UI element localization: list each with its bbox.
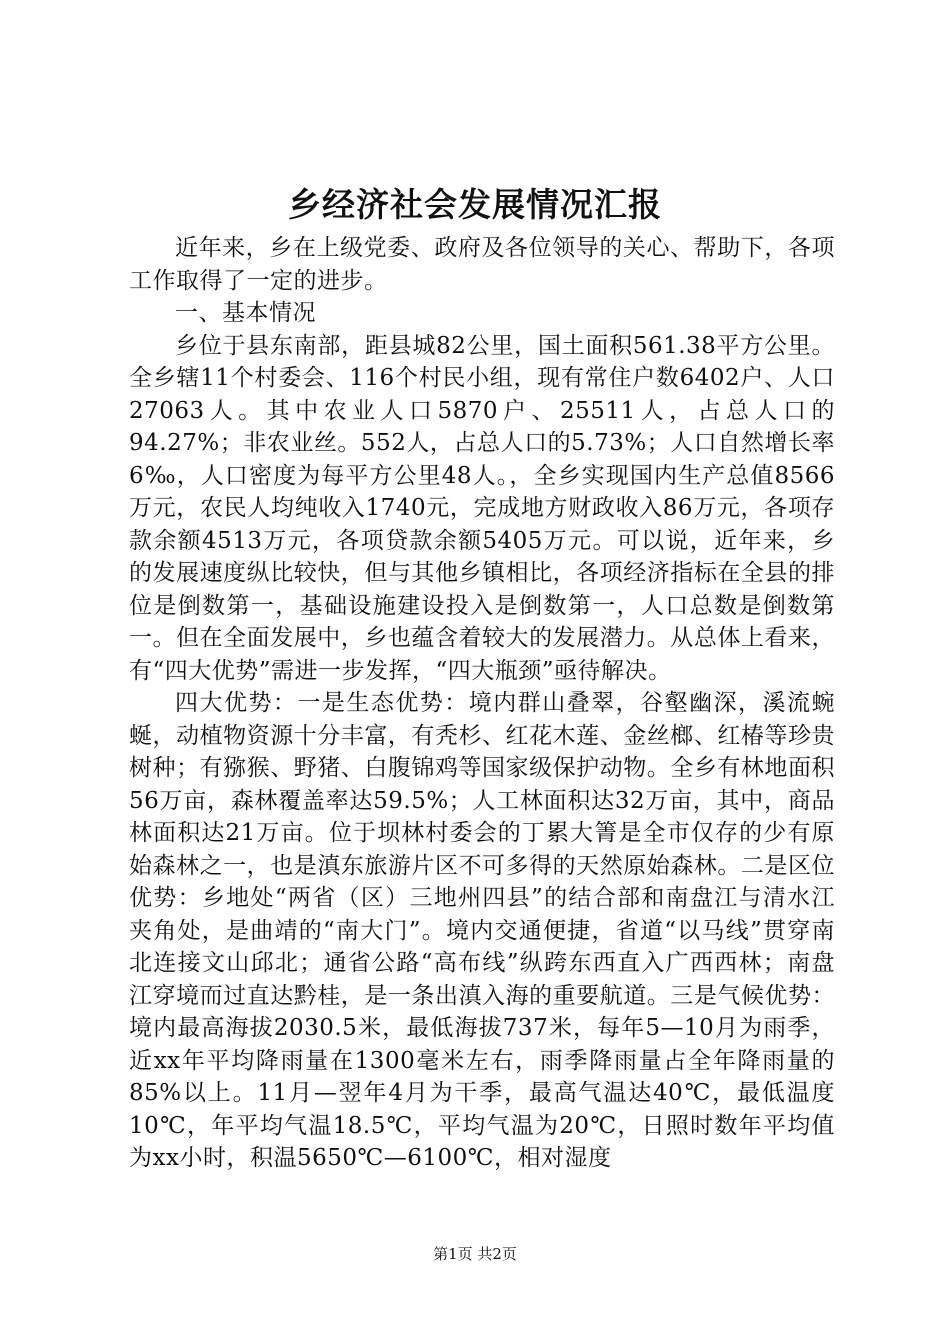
- paragraph-intro: 近年来，乡在上级党委、政府及各位领导的关心、帮助下，各项工作取得了一定的进步。: [129, 235, 835, 294]
- page-footer: 第1页 共2页: [433, 1245, 517, 1263]
- section-heading: 一、基本情况: [175, 300, 316, 326]
- document-body: [129, 232, 835, 1175]
- document-title: 乡经济社会发展情况汇报: [288, 185, 662, 224]
- paragraph-four-advantages: 四大优势：一是生态优势：境内群山叠翠，谷壑幽深，溪流蜿蜒，动植物资源十分丰富，有秃杉、红花木莲、金丝榔、红椿等珍贵树种；有猕猴、野猪、白腹锦鸡等国家级保护动物。全乡有林地面积56万亩，森林覆盖率达59.5%；人工林面积达32万亩，其中，商品林面积达21万亩。位于坝林村委会的丁累大箐是全市仅存的少有原始森林之一，也是滇东旅游片区不可多得的天然原始森林。二是区位优势：乡地处“两省（区）三地州四县”的结合部和南盘江与清水江夹角处，是曲靖的“南大门”。境内交通便捷，省道“以马线”贯穿南北连接文山邱北；通省公路“高布线”纵跨东西直入广西西林；南盘江穿境而过直达黔桂，是一条出滇入海的重要航道。三是气候优势：境内最高海拔2030.5米，最低海拔737米，每年5—10月为雨季，近xx年平均降雨量在1300毫米左右，雨季降雨量占全年降雨量的85%以上。11月—翌年4月为干季，最高气温达40℃，最低温度10℃，年平均气温18.5℃，平均气温为20℃，日照时数年平均值为xx小时，积温5650℃—6100℃，相对湿度: [129, 690, 835, 1171]
- paragraph-basic-info: 乡位于县东南部，距县城82公里，国土面积561.38平方公里。全乡辖11个村委会、116个村民小组，现有常住户数6402户、人口27063人。其中农业人口5870户、25511人，占总人口的94.27%；非农业丝。552人，占总人口的5.73%；人口自然增长率6‰，人口密度为每平方公里48人。，全乡实现国内生产总值8566万元，农民人均纯收入1740元，完成地方财政收入86万元，各项存款余额4513万元，各项贷款余额5405万元。可以说，近年来，乡的发展速度纵比较快，但与其他乡镇相比，各项经济指标在全县的排位是倒数第一，基础设施建设投入是倒数第一，人口总数是倒数第一。但在全面发展中，乡也蕴含着较大的发展潜力。从总体上看来，有“四大优势”需进一步发挥，“四大瓶颈”亟待解决。: [129, 332, 835, 684]
